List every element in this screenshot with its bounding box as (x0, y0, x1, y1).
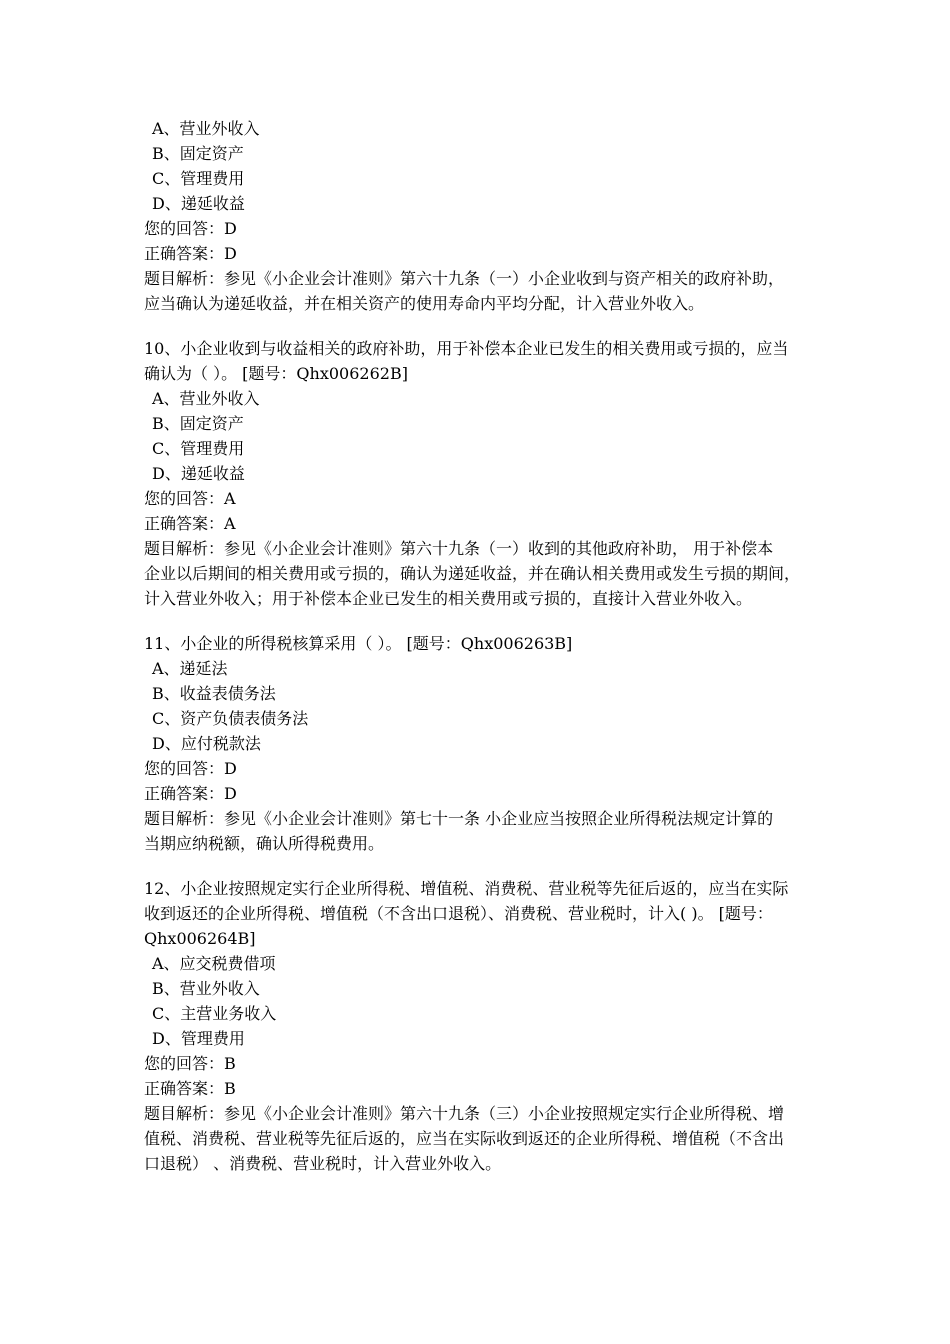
question-block-10 (144, 336, 812, 611)
analysis-line: 应当确认为递延收益，并在相关资产的使用寿命内平均分配，计入营业外收入。 (144, 294, 705, 313)
your-answer: 您的回答：A (144, 489, 236, 508)
document-page (144, 116, 812, 1176)
analysis-line: 企业以后期间的相关费用或亏损的，确认为递延收益，并在确认相关费用或发生亏损的期间， (144, 564, 801, 583)
option-d: D、管理费用 (152, 1029, 245, 1048)
question-text-line: Qhx006264B] (144, 929, 256, 948)
analysis-line: 题目解析：参见《小企业会计准则》第六十九条（一）小企业收到与资产相关的政府补助， (144, 269, 785, 288)
question-text-line: 10、小企业收到与收益相关的政府补助，用于补偿本企业已发生的相关费用或亏损的，应当 (144, 339, 789, 358)
analysis-line: 题目解析：参见《小企业会计准则》第七十一条 小企业应当按照企业所得税法规定计算的 (144, 809, 774, 828)
question-text-line: 11、小企业的所得税核算采用（ ）。 [题号：Qhx006263B] (144, 634, 573, 653)
option-b: B、收益表债务法 (152, 684, 276, 703)
option-c: C、主营业务收入 (152, 1004, 277, 1023)
option-a: A、递延法 (152, 659, 228, 678)
your-answer: 您的回答：B (144, 1054, 236, 1073)
question-block-12 (144, 876, 812, 1176)
question-text-line: 收到返还的企业所得税、增值税（不含出口退税）、消费税、营业税时，计入( )。 [题号： (144, 904, 773, 923)
option-d: D、应付税款法 (152, 734, 261, 753)
question-text-line: 确认为（ ）。 [题号：Qhx006262B] (144, 364, 408, 383)
option-b: B、营业外收入 (152, 979, 260, 998)
question-block-9 (144, 116, 812, 316)
your-answer: 您的回答：D (144, 759, 237, 778)
analysis-line: 题目解析：参见《小企业会计准则》第六十九条（三）小企业按照规定实行企业所得税、增 (144, 1104, 785, 1123)
analysis-line: 计入营业外收入；用于补偿本企业已发生的相关费用或亏损的，直接计入营业外收入。 (144, 589, 753, 608)
option-c: C、资产负债表债务法 (152, 709, 309, 728)
analysis-line: 题目解析：参见《小企业会计准则》第六十九条（一）收到的其他政府补助， 用于补偿本 (144, 539, 774, 558)
your-answer: 您的回答：D (144, 219, 237, 238)
correct-answer: 正确答案：A (144, 514, 236, 533)
option-a: A、应交税费借项 (152, 954, 276, 973)
correct-answer: 正确答案：D (144, 244, 237, 263)
option-c: C、管理费用 (152, 169, 245, 188)
option-a: A、营业外收入 (152, 119, 260, 138)
question-block-11 (144, 631, 812, 856)
correct-answer: 正确答案：B (144, 1079, 236, 1098)
analysis-line: 当期应纳税额，确认所得税费用。 (144, 834, 385, 853)
analysis-line: 值税、消费税、营业税等先征后返的，应当在实际收到返还的企业所得税、增值税（不含出 (144, 1129, 785, 1148)
analysis-line: 口退税） 、消费税、营业税时，计入营业外收入。 (144, 1154, 502, 1173)
option-b: B、固定资产 (152, 414, 244, 433)
option-d: D、递延收益 (152, 464, 245, 483)
option-a: A、营业外收入 (152, 389, 260, 408)
option-d: D、递延收益 (152, 194, 245, 213)
option-b: B、固定资产 (152, 144, 244, 163)
correct-answer: 正确答案：D (144, 784, 237, 803)
option-c: C、管理费用 (152, 439, 245, 458)
question-text-line: 12、小企业按照规定实行企业所得税、增值税、消费税、营业税等先征后返的，应当在实际 (144, 879, 789, 898)
